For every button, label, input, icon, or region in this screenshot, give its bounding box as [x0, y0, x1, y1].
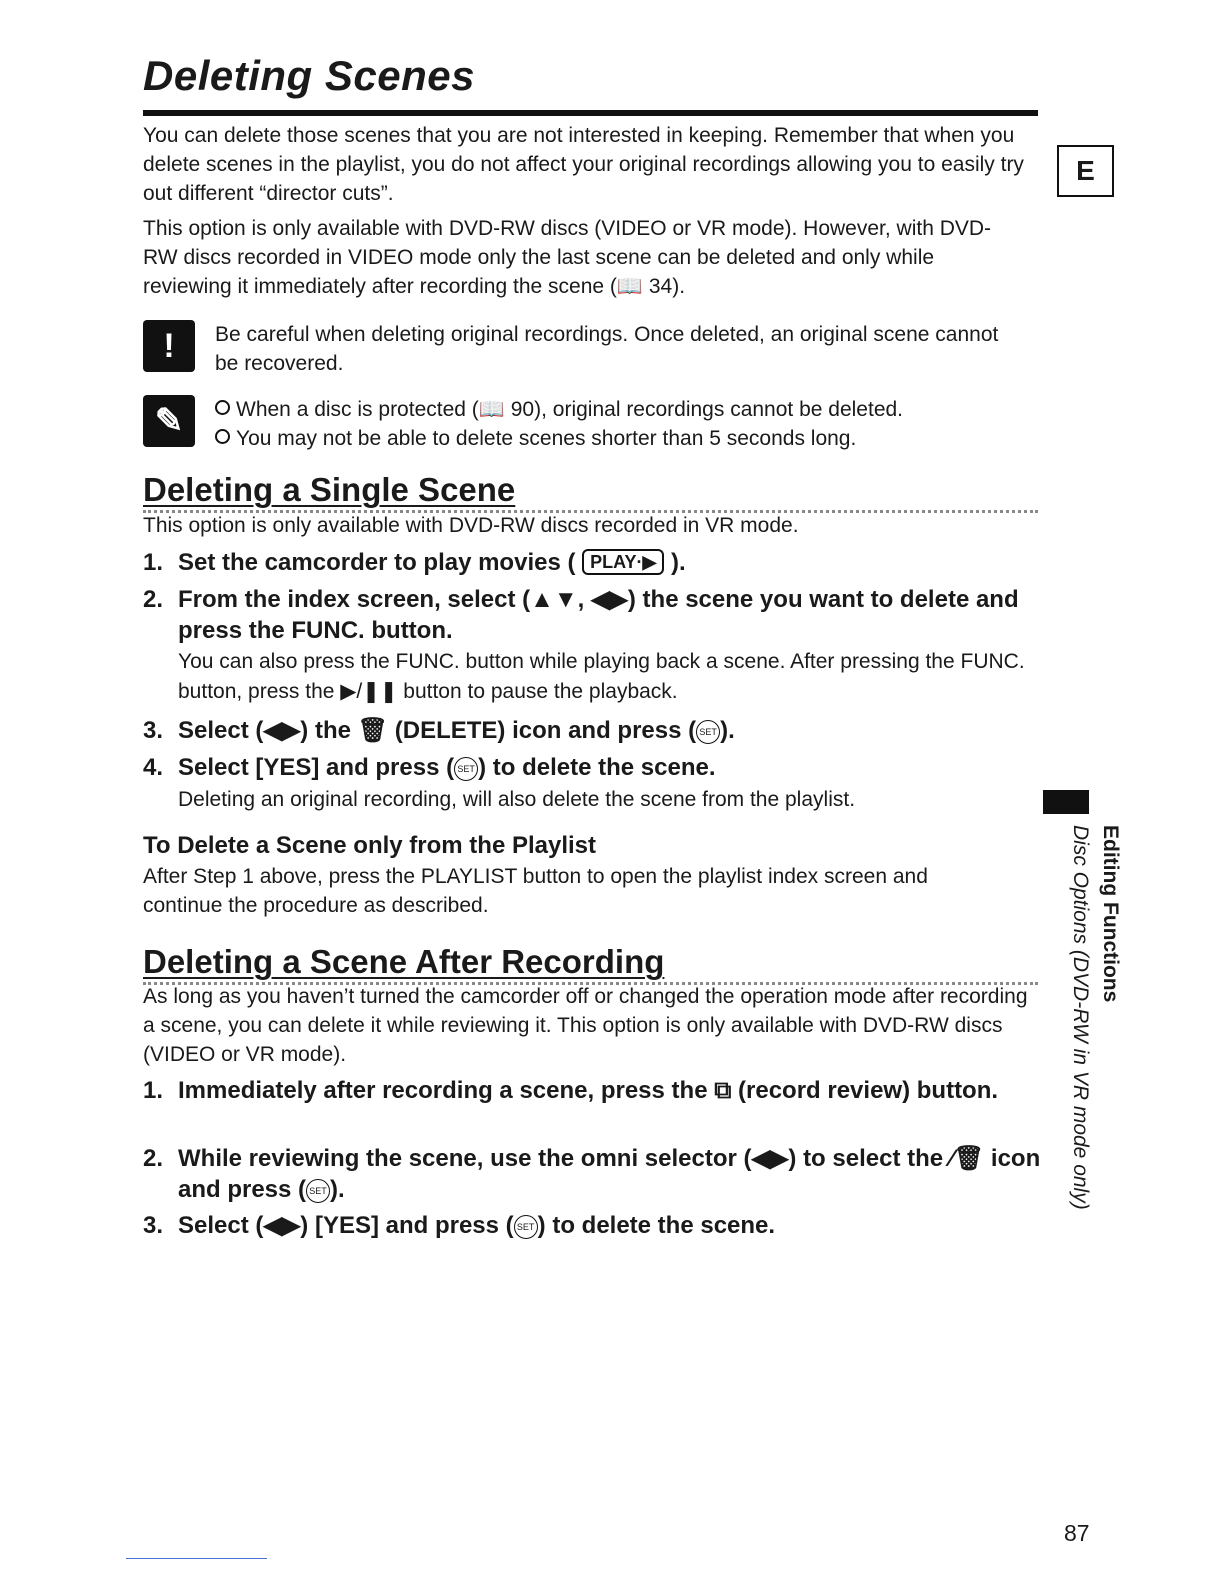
intro-paragraph-1: You can delete those scenes that you are not interested in keeping. Remember that when you delete scenes in the playlist, you do not affect your original recordings allowing you to easily try out different “director cuts”. [143, 124, 1024, 205]
step-4-detail: Deleting an original recording, will also delete the scene from the playlist. [178, 788, 856, 811]
side-tab-chapter: Editing Functions [1099, 825, 1122, 1003]
step-1: 1. Set the camcorder to play movies ( PLAY·▶ ). [143, 549, 686, 576]
caution-icon: ! [143, 320, 195, 372]
step-3: 3. Select (◀▶) [YES] and press ( SET ) to delete the scene. [143, 1212, 776, 1239]
step-3: 3. Select (◀▶) the 🗑 (DELETE) icon and press ( SET ). [143, 717, 735, 744]
subheading-playlist: To Delete a Scene only from the Playlist [143, 832, 597, 859]
step-1: 1. Immediately after recording a scene, press the ⧉ (record review) button. [143, 1077, 999, 1104]
playlist-instructions: After Step 1 above, press the PLAYLIST button to open the playlist index screen and continue the procedure as described. [143, 865, 928, 917]
footer-rule [126, 1558, 267, 1559]
set-button-icon: SET [306, 1179, 330, 1203]
set-button-icon: SET [454, 757, 478, 781]
set-button-icon: SET [696, 720, 720, 744]
side-tab-marker [1043, 790, 1089, 814]
side-tab-section: Disc Options (DVD-RW in VR mode only) [1069, 825, 1092, 1210]
intro-paragraph-2: This option is only available with DVD-RW discs (VIDEO or VR mode). However, with DVD-RW discs recorded in VIDEO mode only the last scene can be deleted and only while reviewing it immediately after recording the scene (📖 34). [143, 217, 992, 298]
play-movie-mode-icon: PLAY·▶ [582, 549, 664, 575]
language-tab: E [1057, 145, 1114, 197]
note-item: You may not be able to delete scenes shorter than 5 seconds long. [215, 424, 903, 453]
page-title: Deleting Scenes [143, 52, 475, 99]
caution-note [143, 320, 1023, 378]
caution-text: Be careful when deleting original recordings. Once deleted, an original scene cannot be recovered. [215, 323, 999, 375]
section2-intro: As long as you haven’t turned the camcorder off or changed the operation mode after recording a scene, you can delete it while reviewing it. This option is only available with DVD-RW discs (VIDEO or VR mode). [143, 985, 1028, 1066]
memo-pencil-icon: ✎ [143, 395, 195, 447]
title-rule [143, 110, 1038, 116]
set-button-icon: SET [514, 1215, 538, 1239]
side-tab-label [1040, 825, 1120, 1245]
section-heading-single-scene: Deleting a Single Scene [143, 470, 1038, 513]
section-heading-after-recording: Deleting a Scene After Recording [143, 942, 1038, 985]
note-item: When a disc is protected (📖 90), original recordings cannot be deleted. [215, 395, 903, 424]
step-2: 2. While reviewing the scene, use the omni selector (◀▶) to select the ⁄🗑 icon and press ( SET ). [143, 1145, 1041, 1203]
step-4: 4. Select [YES] and press ( SET ) to delete the scene. [143, 754, 716, 781]
page-number: 87 [1064, 1520, 1090, 1546]
step-2: 2. From the index screen, select (▲▼, ◀▶) the scene you want to delete and press the FUNC. button. [143, 586, 1019, 644]
section1-intro: This option is only available with DVD-RW discs recorded in VR mode. [143, 514, 799, 537]
memo-note [143, 395, 1023, 453]
step-2-detail: You can also press the FUNC. button while playing back a scene. After pressing the FUNC. button, press the ▶/❚❚ button to pause the playback. [178, 650, 1025, 703]
